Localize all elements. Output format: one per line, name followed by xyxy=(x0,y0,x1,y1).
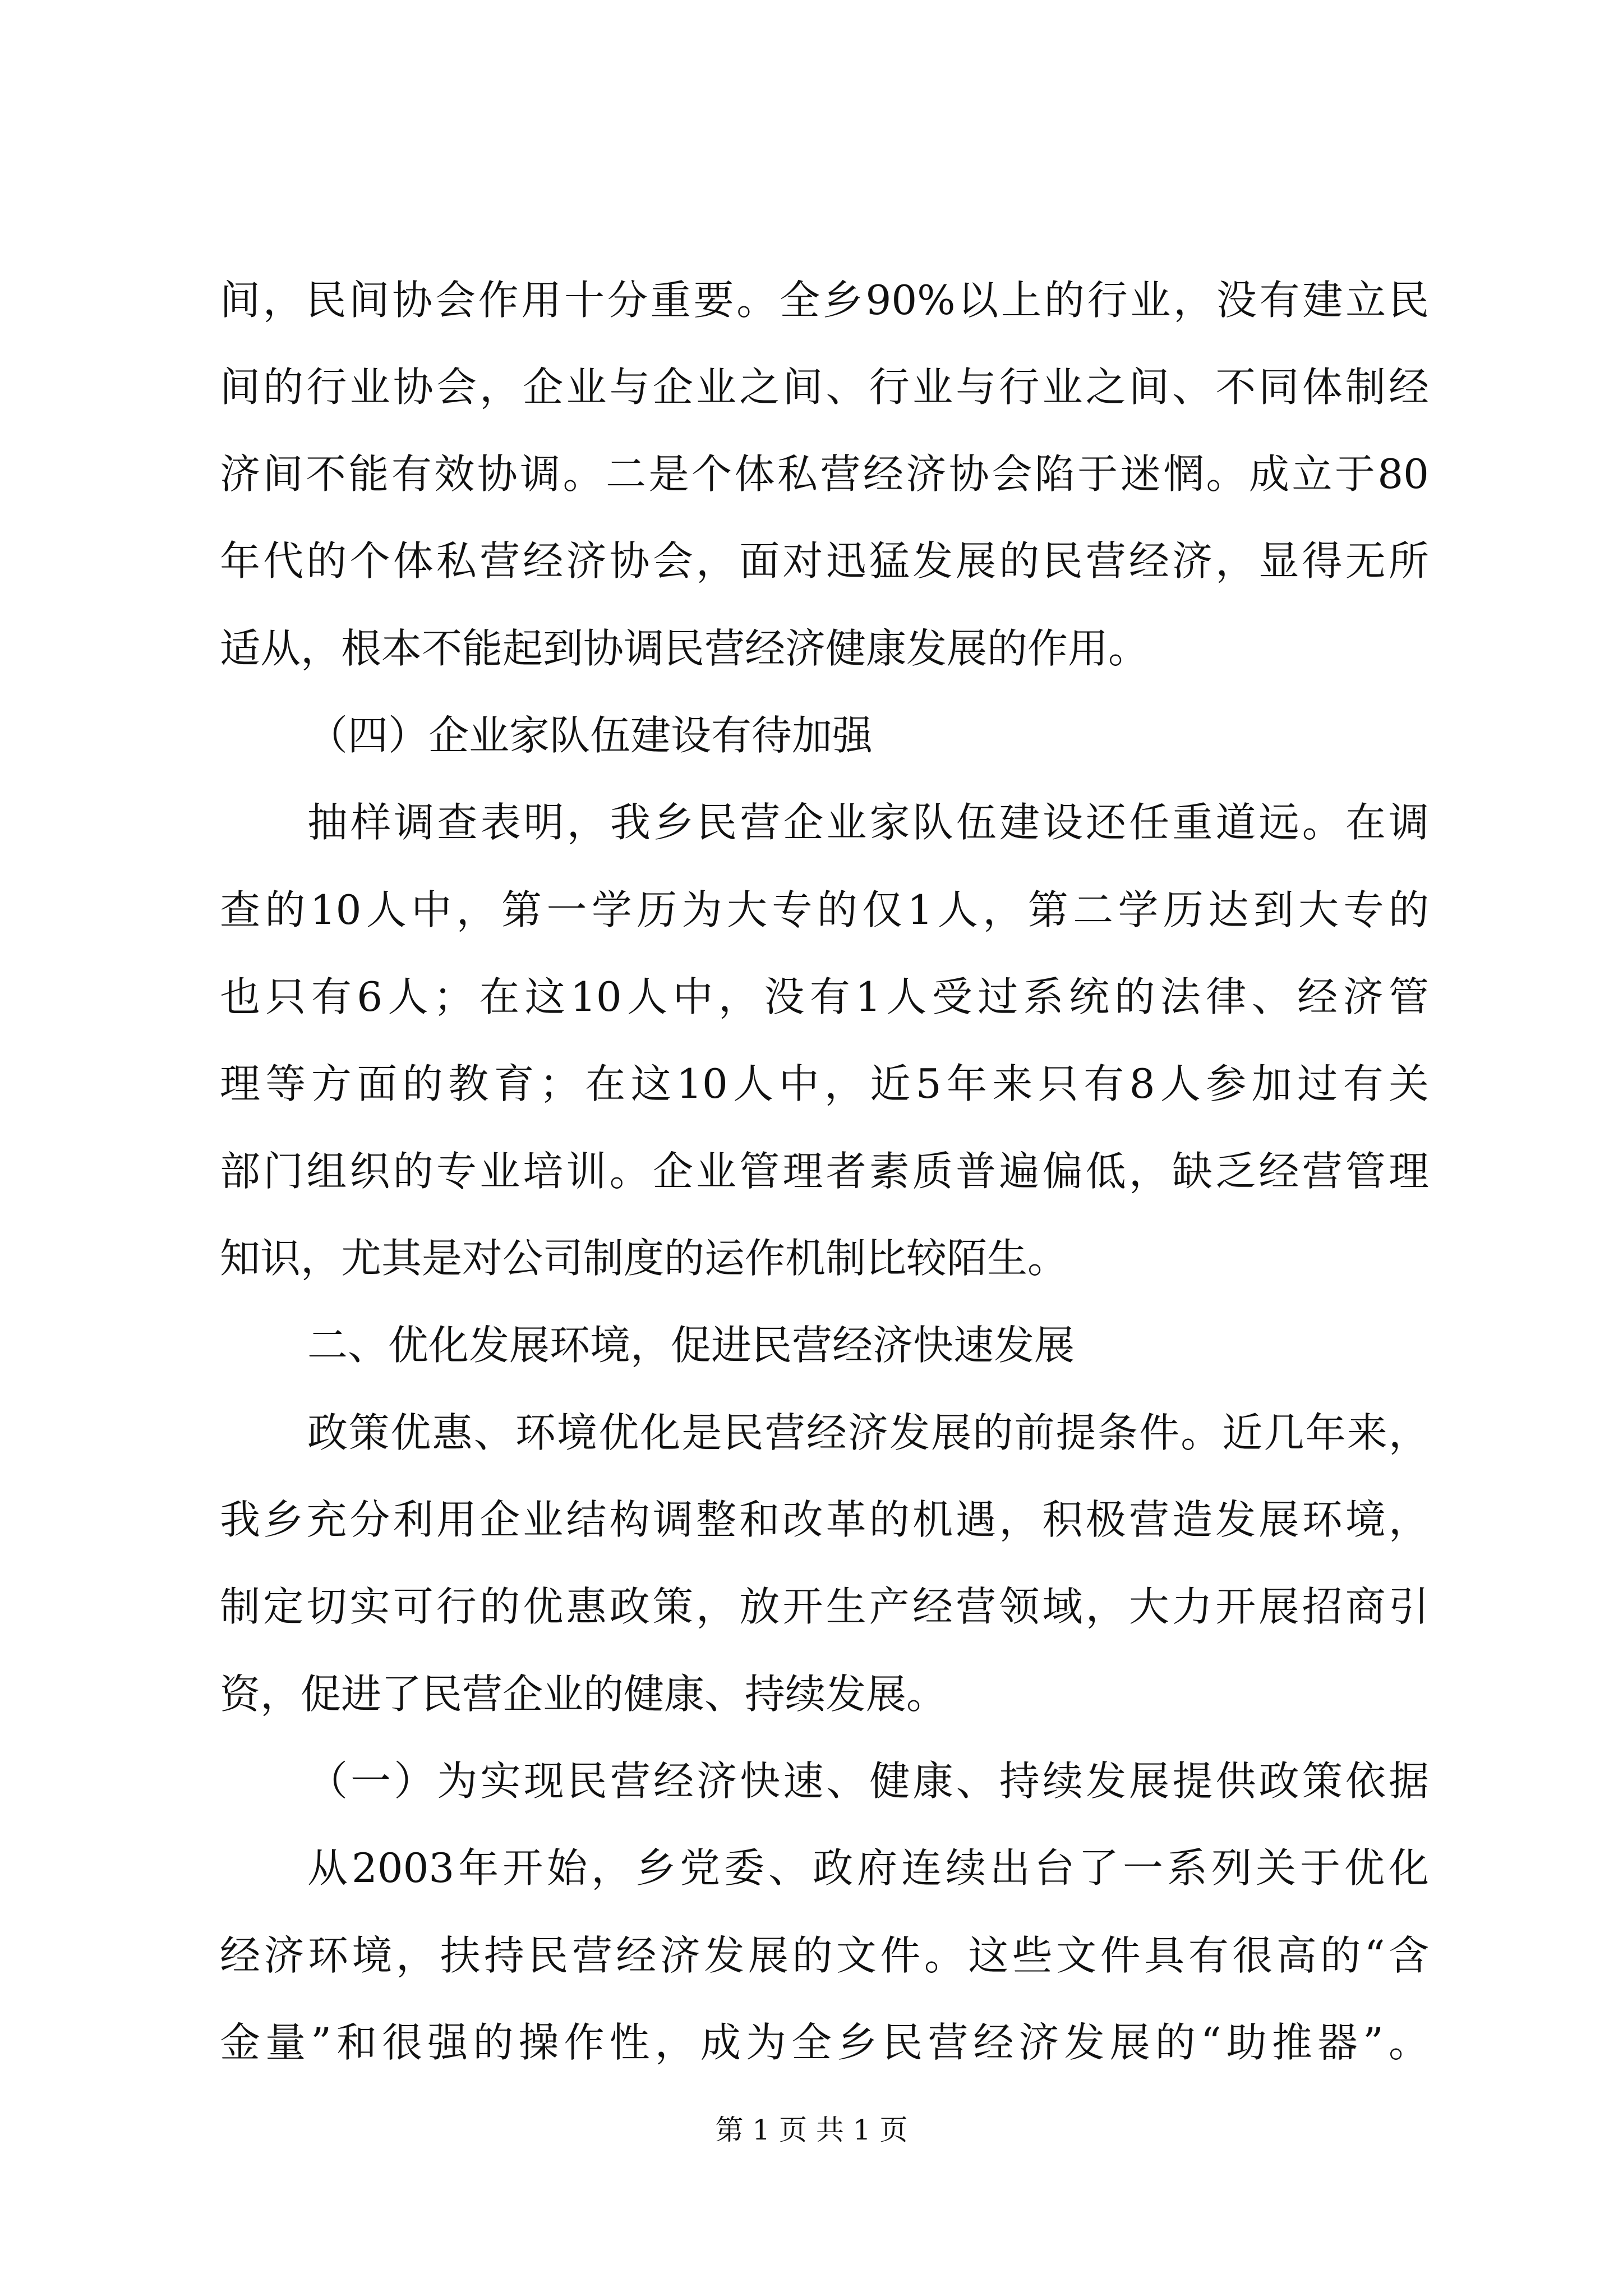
text-line-content: 金量”和很强的操作性，成为全乡民营经济发展的“助推器”。 xyxy=(220,2019,1429,2066)
text-line xyxy=(0,1405,1623,1461)
section-heading-text: （一）为实现民营经济快速、健康、持续发展提供政策依据 xyxy=(307,1757,1429,1805)
page-footer xyxy=(0,2110,1623,2150)
text-line xyxy=(0,620,1623,677)
text-line xyxy=(0,969,1623,1025)
text-line xyxy=(0,2014,1623,2070)
section-heading-text: （四）企业家队伍建设有待加强 xyxy=(307,712,873,759)
section-heading xyxy=(0,707,1623,763)
text-line xyxy=(0,446,1623,502)
text-line xyxy=(0,1492,1623,1548)
text-line-content: 经济环境，扶持民营经济发展的文件。这些文件具有很高的“含 xyxy=(220,1932,1429,1979)
section-heading xyxy=(0,1753,1623,1809)
text-line-content: 适从，根本不能起到协调民营经济健康发展的作用。 xyxy=(220,625,1149,672)
text-line xyxy=(0,1927,1623,1984)
text-line-content: 部门组织的专业培训。企业管理者素质普遍偏低，缺乏经营管理 xyxy=(220,1148,1429,1195)
text-line-content: 政策优惠、环境优化是民营经济发展的前提条件。近几年来， xyxy=(307,1409,1429,1456)
text-line-content: 年代的个体私营经济协会，面对迅猛发展的民营经济，显得无所 xyxy=(220,537,1429,585)
text-line xyxy=(0,533,1623,589)
text-line xyxy=(0,272,1623,328)
text-line-content: 查的10人中，第一学历为大专的仅1人，第二学历达到大专的 xyxy=(220,886,1429,933)
text-line-content: 间，民间协会作用十分重要。全乡90%以上的行业，没有建立民 xyxy=(220,277,1429,324)
text-line-content: 济间不能有效协调。二是个体私营经济协会陷于迷惘。成立于80 xyxy=(220,450,1429,498)
text-line xyxy=(0,1143,1623,1199)
text-line xyxy=(0,359,1623,415)
section-heading xyxy=(0,1317,1623,1373)
text-line xyxy=(0,794,1623,850)
text-line-content: 知识，尤其是对公司制度的运作机制比较陌生。 xyxy=(220,1235,1068,1282)
text-line xyxy=(0,1666,1623,1722)
text-line-content: 制定切实可行的优惠政策，放开生产经营领域，大力开展招商引 xyxy=(220,1583,1429,1630)
text-line xyxy=(0,1230,1623,1286)
text-line-content: 资，促进了民营企业的健康、持续发展。 xyxy=(220,1671,947,1718)
text-line xyxy=(0,1056,1623,1112)
text-line xyxy=(0,1840,1623,1896)
text-line-content: 我乡充分利用企业结构调整和改革的机遇，积极营造发展环境， xyxy=(220,1496,1429,1543)
page-number-label: 第 1 页 共 1 页 xyxy=(715,2114,908,2146)
text-line-content: 从2003年开始，乡党委、政府连续出台了一系列关于优化 xyxy=(307,1844,1429,1892)
section-heading-text: 二、优化发展环境，促进民营经济快速发展 xyxy=(307,1322,1075,1369)
text-line xyxy=(0,1579,1623,1635)
text-line-content: 也只有6人；在这10人中，没有1人受过系统的法律、经济管 xyxy=(220,973,1429,1020)
text-line xyxy=(0,882,1623,938)
text-line-content: 理等方面的教育；在这10人中，近5年来只有8人参加过有关 xyxy=(220,1060,1429,1107)
text-line-content: 间的行业协会，企业与企业之间、行业与行业之间、不同体制经 xyxy=(220,364,1429,411)
text-line-content: 抽样调查表明，我乡民营企业家队伍建设还任重道远。在调 xyxy=(307,799,1429,846)
